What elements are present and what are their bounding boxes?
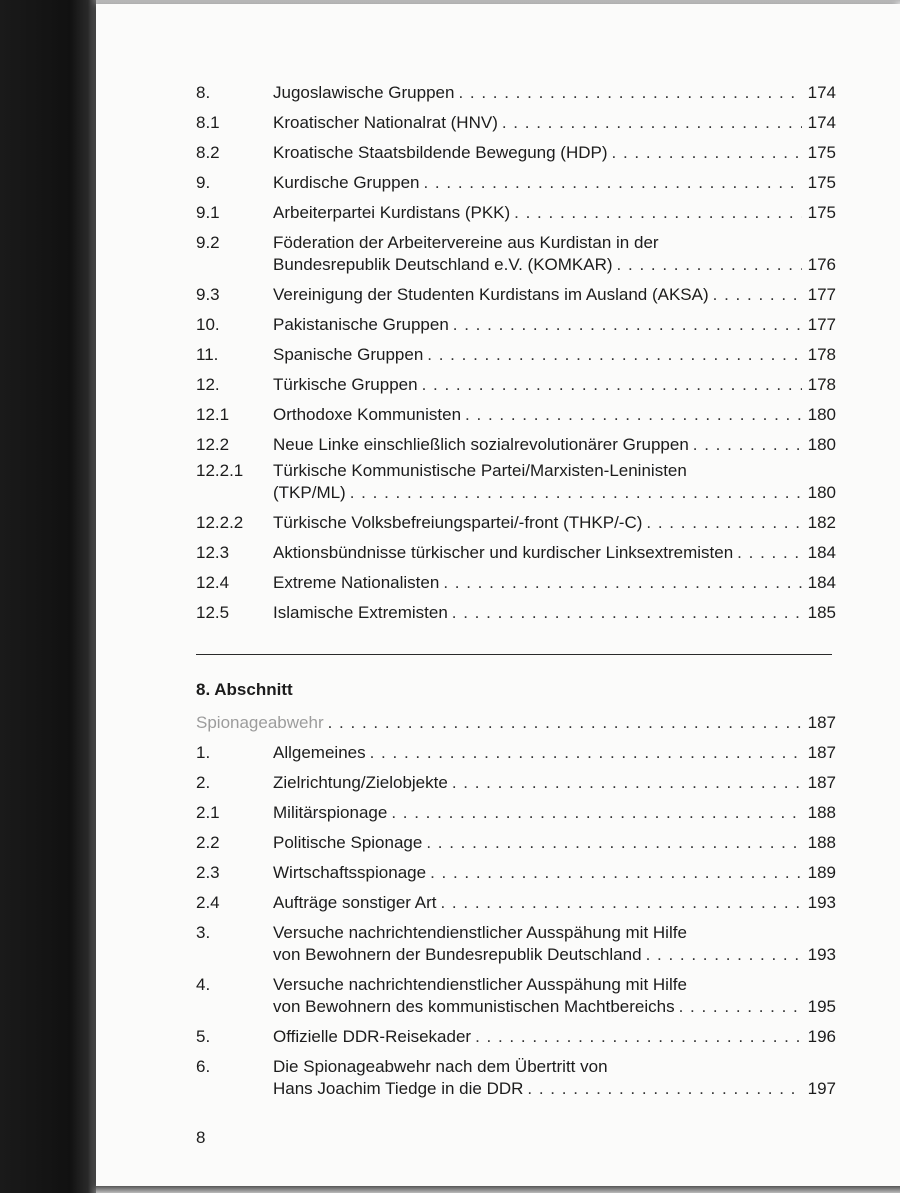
toc-entry-number: 12.5 [196, 603, 230, 622]
toc-entry-body [273, 284, 836, 306]
toc-leader-dots [452, 772, 802, 794]
toc-leader-dots [453, 314, 802, 336]
toc-entry-line [273, 772, 836, 794]
toc-entry-line [273, 742, 836, 764]
toc-entry-line [273, 572, 836, 594]
toc-entry-number: 2.1 [196, 803, 220, 822]
toc-entry-title: Zielrichtung/Zielobjekte [273, 773, 448, 792]
toc-entry-page: 175 [807, 173, 836, 192]
toc-entry-page: 178 [807, 345, 836, 364]
toc-entry-page: 195 [807, 997, 836, 1016]
toc-entry-line [273, 542, 836, 564]
toc-bottom-list [196, 712, 836, 1108]
toc-entry-title: Bundesrepublik Deutschland e.V. (KOMKAR) [273, 255, 613, 274]
toc-entry-title-line1: Die Spionageabwehr nach dem Übertritt von [273, 1057, 608, 1076]
toc-entry-page: 180 [807, 405, 836, 424]
toc-entry [196, 922, 836, 966]
toc-entry-number: 9.2 [196, 233, 220, 252]
page-bottom-edge [96, 1186, 900, 1193]
toc-entry-number: 2.4 [196, 893, 220, 912]
toc-leader-dots [646, 512, 802, 534]
toc-entry-line [273, 1078, 836, 1100]
toc-entry-title-line1: Föderation der Arbeitervereine aus Kurdistan in der [273, 233, 659, 252]
toc-entry [196, 832, 836, 854]
toc-entry-line [273, 602, 836, 624]
toc-entry-page: 184 [807, 573, 836, 592]
toc-entry [196, 202, 836, 224]
toc-entry [196, 512, 836, 534]
toc-entry-line [273, 482, 836, 504]
toc-entry [196, 460, 836, 504]
toc-entry [196, 374, 836, 396]
toc-entry-page: 189 [807, 863, 836, 882]
toc-entry-title: Orthodoxe Kommunisten [273, 405, 462, 424]
toc-entry-page: 182 [807, 513, 836, 532]
toc-entry [196, 974, 836, 1018]
toc-leader-dots [612, 142, 802, 164]
toc-entry-page: 178 [807, 375, 836, 394]
toc-entry-body [273, 1056, 836, 1100]
toc-entry-number: 6. [196, 1057, 211, 1076]
toc-entry-page: 193 [807, 893, 836, 912]
toc-entry [196, 542, 836, 564]
toc-entry-title: Neue Linke einschließlich sozialrevolutionärer Gruppen [273, 435, 689, 454]
toc-leader-dots [423, 172, 802, 194]
toc-entry-title: Aufträge sonstiger Art [273, 893, 437, 912]
toc-entry [196, 172, 836, 194]
toc-leader-dots [422, 374, 802, 396]
toc-section-title-entry [196, 712, 836, 734]
toc-entry-title: von Bewohnern der Bundesrepublik Deutschland [273, 945, 642, 964]
book-spine-shadow [0, 0, 100, 1193]
toc-entry-page: 196 [807, 1027, 836, 1046]
toc-entry-title: Islamische Extremisten [273, 603, 448, 622]
page-number: 8 [196, 1128, 206, 1147]
toc-entry-title: Politische Spionage [273, 833, 423, 852]
toc-entry-body [273, 542, 836, 564]
toc-entry-body [273, 314, 836, 336]
toc-leader-dots [452, 602, 802, 624]
toc-entry [196, 802, 836, 824]
toc-entry-number: 12.2.1 [196, 461, 244, 480]
toc-entry-page: 174 [807, 83, 836, 102]
toc-entry [196, 142, 836, 164]
toc-entry-line [273, 284, 836, 306]
toc-leader-dots [693, 434, 802, 456]
toc-entry-title: Militärspionage [273, 803, 388, 822]
toc-entry-number: 12.3 [196, 543, 230, 562]
toc-entry-number: 11. [196, 345, 219, 364]
toc-entry-title: Türkische Gruppen [273, 375, 418, 394]
toc-leader-dots [465, 404, 802, 426]
toc-entry-page: 187 [807, 773, 836, 792]
toc-entry-title: Wirtschaftsspionage [273, 863, 427, 882]
toc-leader-dots [440, 892, 802, 914]
toc-entry [196, 772, 836, 794]
toc-entry-number: 12.2 [196, 435, 230, 454]
toc-entry-body [273, 772, 836, 794]
toc-leader-dots [443, 572, 802, 594]
toc-entry-body [273, 344, 836, 366]
toc-entry-number: 1. [196, 743, 211, 762]
toc-entry-page: 187 [807, 713, 836, 732]
toc-entry [196, 1056, 836, 1100]
toc-entry-number: 9.1 [196, 203, 220, 222]
toc-entry-title-line1: Türkische Kommunistische Partei/Marxisten-Leninisten [273, 461, 687, 480]
toc-entry-number: 10. [196, 315, 220, 334]
toc-entry-line [196, 712, 836, 734]
toc-entry-line [273, 82, 836, 104]
toc-entry-number: 3. [196, 923, 211, 942]
toc-entry-number: 12.1 [196, 405, 230, 424]
toc-entry-page: 180 [807, 435, 836, 454]
toc-entry-page: 177 [807, 315, 836, 334]
toc-entry-body [273, 460, 836, 504]
toc-leader-dots [391, 802, 802, 824]
toc-entry-title: Türkische Volksbefreiungspartei/-front (THKP/-C) [273, 513, 643, 532]
toc-entry-title: Extreme Nationalisten [273, 573, 440, 592]
toc-entry-line [273, 434, 836, 456]
section-heading: 8. Abschnitt [196, 680, 293, 699]
toc-entry-number: 8. [196, 83, 211, 102]
toc-entry-title: Pakistanische Gruppen [273, 315, 449, 334]
toc-entry-number: 8.2 [196, 143, 220, 162]
toc-leader-dots [679, 996, 802, 1018]
toc-entry-body [273, 832, 836, 854]
toc-entry-title: Kroatischer Nationalrat (HNV) [273, 113, 498, 132]
toc-entry-line [273, 172, 836, 194]
toc-leader-dots [427, 344, 802, 366]
toc-entry-title: von Bewohnern des kommunistischen Machtbereichs [273, 997, 675, 1016]
toc-leader-dots [350, 482, 802, 504]
toc-entry-line [273, 862, 836, 884]
toc-leader-dots [430, 862, 802, 884]
toc-leader-dots [527, 1078, 802, 1100]
toc-entry [196, 434, 836, 456]
toc-leader-dots [458, 82, 802, 104]
toc-entry-page: 174 [807, 113, 836, 132]
toc-entry-page: 188 [807, 833, 836, 852]
toc-entry-body [273, 512, 836, 534]
toc-entry [196, 232, 836, 276]
toc-entry-number: 12.2.2 [196, 513, 244, 532]
toc-entry-body [273, 802, 836, 824]
toc-entry-line [273, 202, 836, 224]
toc-entry-body [273, 374, 836, 396]
toc-entry-title: Kroatische Staatsbildende Bewegung (HDP) [273, 143, 608, 162]
toc-entry-number: 12.4 [196, 573, 230, 592]
toc-entry-page: 184 [807, 543, 836, 562]
toc-entry-title: Jugoslawische Gruppen [273, 83, 455, 102]
toc-entry-page: 175 [807, 143, 836, 162]
toc-entry-title: (TKP/ML) [273, 483, 346, 502]
toc-entry [196, 404, 836, 426]
toc-entry-body [196, 712, 836, 734]
toc-entry-line [273, 374, 836, 396]
toc-entry [196, 82, 836, 104]
toc-leader-dots [426, 832, 802, 854]
toc-entry-page: 187 [807, 743, 836, 762]
toc-entry-line [273, 404, 836, 426]
toc-entry-title: Aktionsbündnisse türkischer und kurdischer Linksextremisten [273, 543, 734, 562]
toc-entry-title: Hans Joachim Tiedge in die DDR [273, 1079, 524, 1098]
toc-entry-line [273, 1026, 836, 1048]
toc-entry-title-line1: Versuche nachrichtendienstlicher Ausspähung mit Hilfe [273, 923, 687, 942]
toc-entry-body [273, 142, 836, 164]
toc-entry-body [273, 742, 836, 764]
toc-leader-dots [713, 284, 802, 306]
toc-entry-body [273, 112, 836, 134]
toc-top-list [196, 82, 836, 632]
toc-entry-title: Arbeiterpartei Kurdistans (PKK) [273, 203, 511, 222]
toc-leader-dots [370, 742, 802, 764]
toc-entry-number: 12. [196, 375, 220, 394]
toc-entry-page: 185 [807, 603, 836, 622]
toc-entry [196, 284, 836, 306]
toc-entry [196, 862, 836, 884]
toc-entry-body [273, 232, 836, 276]
toc-entry-title-line1: Versuche nachrichtendienstlicher Ausspähung mit Hilfe [273, 975, 687, 994]
toc-entry-number: 9. [196, 173, 211, 192]
toc-entry-number: 4. [196, 975, 211, 994]
toc-entry-number: 9.3 [196, 285, 220, 304]
toc-entry-body [273, 892, 836, 914]
toc-entry-number: 2.3 [196, 863, 220, 882]
toc-leader-dots [502, 112, 802, 134]
toc-entry-body [273, 602, 836, 624]
toc-entry-number: 2.2 [196, 833, 220, 852]
toc-entry-body [273, 202, 836, 224]
toc-entry [196, 742, 836, 764]
toc-entry-body [273, 922, 836, 966]
toc-entry-page: 193 [807, 945, 836, 964]
toc-entry-line [273, 512, 836, 534]
toc-entry-page: 180 [807, 483, 836, 502]
toc-entry-body [273, 1026, 836, 1048]
toc-entry-line [273, 254, 836, 276]
toc-entry-title: Spanische Gruppen [273, 345, 424, 364]
toc-entry-title: Spionageabwehr [196, 713, 324, 732]
toc-entry [196, 892, 836, 914]
toc-entry-number: 5. [196, 1027, 211, 1046]
toc-entry-page: 188 [807, 803, 836, 822]
toc-entry-page: 175 [807, 203, 836, 222]
toc-entry-body [273, 434, 836, 456]
toc-entry [196, 572, 836, 594]
toc-entry-title: Kurdische Gruppen [273, 173, 420, 192]
toc-entry-line [273, 112, 836, 134]
toc-entry-title: Allgemeines [273, 743, 366, 762]
toc-entry-title: Vereinigung der Studenten Kurdistans im Ausland (AKSA) [273, 285, 709, 304]
toc-entry-body [273, 172, 836, 194]
toc-entry-number: 2. [196, 773, 211, 792]
toc-entry-title: Offizielle DDR-Reisekader [273, 1027, 472, 1046]
toc-entry-line [273, 142, 836, 164]
toc-leader-dots [646, 944, 802, 966]
toc-entry-body [273, 404, 836, 426]
toc-leader-dots [328, 712, 802, 734]
toc-leader-dots [514, 202, 802, 224]
toc-entry-body [273, 974, 836, 1018]
toc-entry-body [273, 572, 836, 594]
toc-entry [196, 602, 836, 624]
toc-entry-line [273, 802, 836, 824]
toc-leader-dots [475, 1026, 802, 1048]
toc-entry [196, 314, 836, 336]
toc-entry [196, 112, 836, 134]
toc-leader-dots [617, 254, 802, 276]
toc-leader-dots [737, 542, 802, 564]
toc-entry [196, 344, 836, 366]
toc-entry-line [273, 944, 836, 966]
toc-entry-body [273, 82, 836, 104]
toc-entry-line [273, 314, 836, 336]
toc-entry-line [273, 832, 836, 854]
toc-entry-page: 176 [807, 255, 836, 274]
toc-bottom-entries [196, 742, 836, 1100]
toc-entry-line [273, 892, 836, 914]
toc-entry [196, 1026, 836, 1048]
toc-entry-line [273, 996, 836, 1018]
toc-entry-page: 197 [807, 1079, 836, 1098]
toc-entry-page: 177 [807, 285, 836, 304]
toc-entry-body [273, 862, 836, 884]
toc-entry-number: 8.1 [196, 113, 220, 132]
toc-entry-line [273, 344, 836, 366]
section-separator [196, 654, 832, 655]
